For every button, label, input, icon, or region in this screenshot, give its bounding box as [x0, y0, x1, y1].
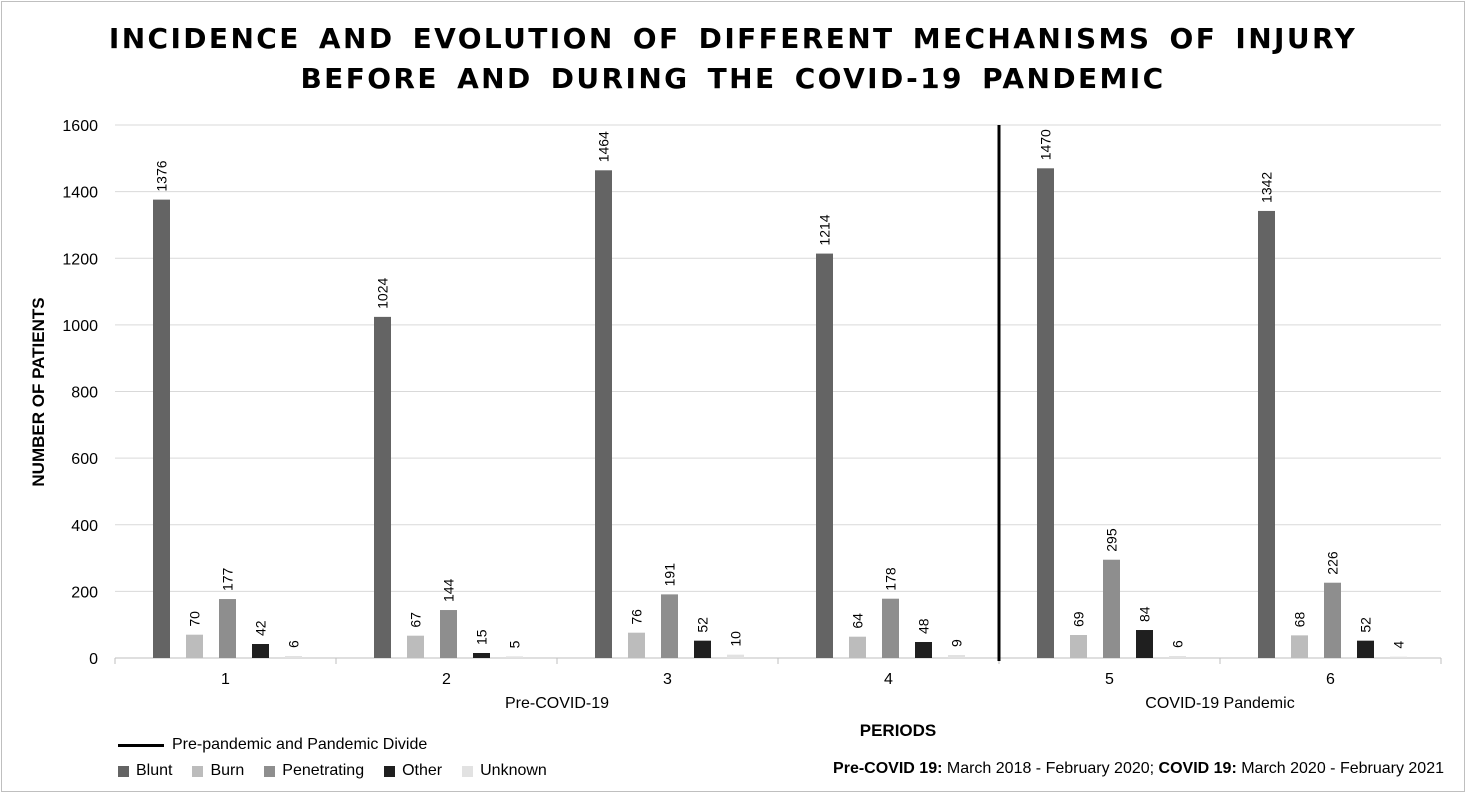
x-tick-label: 2	[442, 671, 451, 688]
bar-unknown-1	[285, 656, 302, 658]
bar-other-6	[1357, 641, 1374, 658]
data-label: 295	[1103, 528, 1120, 552]
bar-penetrating-6	[1324, 583, 1341, 658]
legend-label: Blunt	[136, 762, 173, 779]
bar-unknown-2	[506, 656, 523, 658]
bar-unknown-5	[1169, 656, 1186, 658]
legend-swatch	[384, 766, 395, 777]
y-tick-label: 600	[71, 451, 98, 469]
bar-other-3	[694, 641, 711, 658]
legend-swatch	[462, 766, 473, 777]
bar-penetrating-3	[661, 594, 678, 658]
data-label: 1470	[1037, 129, 1054, 161]
legend-item-penetrating	[264, 762, 364, 780]
data-label: 67	[407, 612, 424, 628]
footnote-covid-label: COVID 19:	[1158, 760, 1237, 777]
data-label: 4	[1390, 640, 1407, 649]
y-tick-label: 1000	[62, 317, 98, 335]
data-label: 191	[661, 563, 678, 587]
bar-other-1	[252, 644, 269, 658]
legend-label: Other	[402, 762, 443, 779]
bar-burn-4	[849, 637, 866, 658]
legend-swatch	[192, 766, 203, 777]
y-axis-title: NUMBER OF PATIENTS	[29, 297, 48, 487]
data-label: 226	[1324, 551, 1341, 575]
bar-penetrating-4	[882, 599, 899, 658]
x-tick-label: 3	[663, 671, 672, 688]
group-label-1: COVID-19 Pandemic	[1145, 695, 1295, 712]
data-label: 1024	[374, 277, 391, 309]
bar-other-4	[915, 642, 932, 658]
data-label: 70	[186, 611, 203, 627]
period-footnote	[833, 760, 1444, 778]
legend-label: Penetrating	[282, 762, 365, 779]
y-tick-label: 1200	[62, 251, 98, 269]
bar-unknown-3	[727, 655, 744, 658]
bar-burn-2	[407, 636, 424, 658]
data-label: 52	[1357, 617, 1374, 633]
data-label: 42	[252, 620, 269, 637]
bar-blunt-3	[595, 170, 612, 658]
data-label: 68	[1291, 611, 1308, 628]
data-label: 76	[628, 609, 645, 625]
bar-blunt-5	[1037, 168, 1054, 658]
data-label: 1464	[595, 131, 612, 163]
data-label: 5	[506, 640, 523, 649]
data-label: 9	[948, 639, 965, 648]
group-label-0: Pre-COVID-19	[504, 695, 610, 712]
bar-penetrating-1	[219, 599, 236, 658]
data-label: 69	[1070, 611, 1087, 628]
data-label: 1214	[816, 214, 833, 246]
legend-item-burn	[192, 762, 244, 780]
divider-line-swatch	[118, 744, 164, 747]
data-label: 178	[882, 567, 899, 591]
data-label: 15	[473, 629, 490, 646]
legend-item-other	[384, 762, 442, 780]
data-label: 6	[285, 640, 302, 649]
bar-burn-3	[628, 633, 645, 658]
data-label: 144	[440, 578, 457, 603]
data-label: 52	[694, 617, 711, 633]
legend-label: Unknown	[480, 762, 547, 779]
bar-blunt-6	[1258, 211, 1275, 658]
bar-penetrating-5	[1103, 560, 1120, 658]
y-tick-label: 1600	[62, 118, 98, 135]
x-tick-label: 5	[1105, 671, 1114, 688]
footnote-pre-range: March 2018 - February 2020;	[942, 760, 1159, 777]
bar-penetrating-2	[440, 610, 457, 658]
data-label: 10	[727, 631, 744, 647]
legend-label: Burn	[210, 762, 245, 779]
bar-burn-6	[1291, 635, 1308, 658]
bar-blunt-2	[374, 317, 391, 658]
legend-item-blunt	[118, 762, 172, 780]
y-tick-label: 1400	[62, 184, 98, 202]
legend-swatch	[118, 766, 129, 777]
y-tick-label: 800	[71, 384, 98, 402]
data-label: 84	[1136, 606, 1153, 623]
data-label: 64	[849, 613, 866, 629]
data-label: 177	[219, 567, 236, 592]
divider-legend-label: Pre-pandemic and Pandemic Divide	[172, 736, 428, 753]
legend-divider-entry	[118, 735, 427, 755]
bar-blunt-1	[153, 200, 170, 658]
data-label: 6	[1169, 640, 1186, 649]
legend-item-unknown	[462, 762, 547, 780]
bar-unknown-6	[1390, 657, 1407, 658]
bar-other-5	[1136, 630, 1153, 658]
chart-title-line-2: BEFORE AND DURING THE COVID-19 PANDEMIC	[300, 62, 1166, 95]
x-axis-title: PERIODS	[859, 721, 937, 740]
x-tick-label: 4	[884, 671, 893, 688]
y-tick-label: 0	[89, 651, 98, 668]
y-tick-label: 200	[71, 584, 98, 602]
data-label: 1376	[153, 160, 170, 192]
chart-title-line-1: INCIDENCE AND EVOLUTION OF DIFFERENT MECHANISMS OF INJURY	[108, 22, 1358, 55]
bar-blunt-4	[816, 254, 833, 658]
data-label: 1342	[1258, 171, 1275, 203]
bar-burn-1	[186, 635, 203, 658]
footnote-pre-label: Pre-COVID 19:	[833, 760, 943, 777]
bar-burn-5	[1070, 635, 1087, 658]
legend-swatch	[264, 766, 275, 777]
y-tick-label: 400	[71, 517, 98, 535]
data-label: 48	[915, 618, 932, 635]
x-tick-label: 6	[1326, 671, 1335, 688]
bar-unknown-4	[948, 655, 965, 658]
legend	[118, 761, 567, 781]
bar-other-2	[473, 653, 490, 658]
x-tick-label: 1	[221, 671, 230, 688]
footnote-covid-range: March 2020 - February 2021	[1236, 760, 1444, 777]
